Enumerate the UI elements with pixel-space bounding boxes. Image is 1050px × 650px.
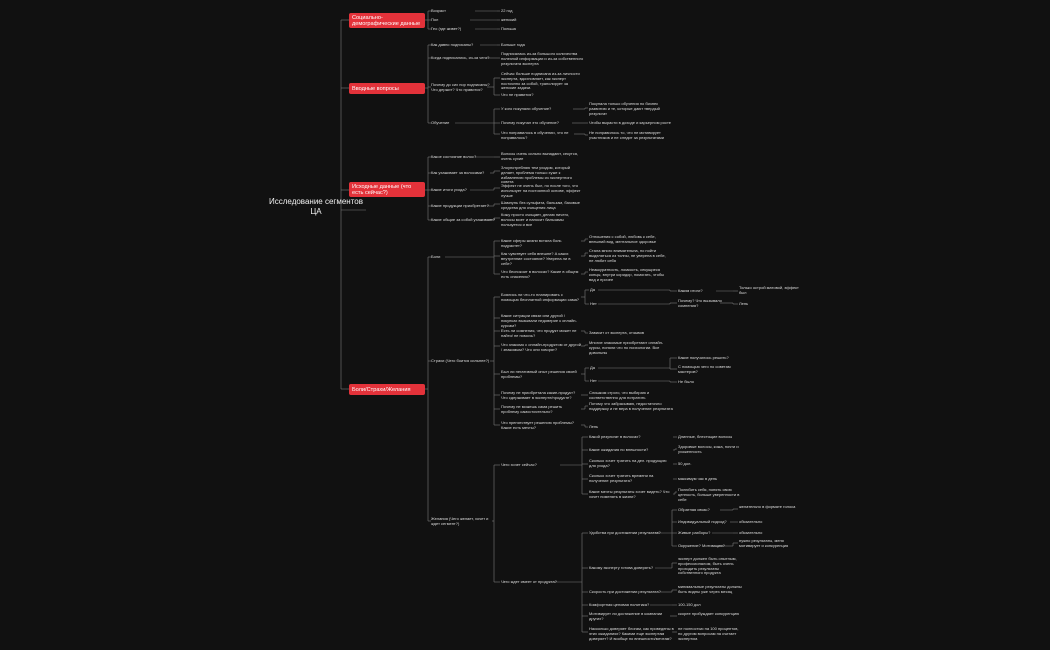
answer-others-motivation[interactable]: скорее пробуждает конкуренцию xyxy=(678,611,740,616)
root-topic[interactable]: Исследование сегментов ЦА xyxy=(269,197,363,216)
node-age[interactable]: Возраст xyxy=(431,8,446,13)
node-friends-opinion[interactable]: Что знакомо с онлайн-продуктом от другой / знакомым? Что они говорят? xyxy=(501,342,581,352)
node-live-reviews[interactable]: Живые разборы? xyxy=(678,530,711,535)
node-result-speed[interactable]: Скорость при достижении результата? xyxy=(589,589,661,594)
node-hair-care[interactable]: Как ухаживает за волосами? xyxy=(431,170,485,175)
answer-laziness-2[interactable]: Лень xyxy=(589,424,599,429)
node-hair-worries[interactable]: Что беспокоит в волосах? Какие в общем есть опасения? xyxy=(501,269,579,279)
node-product-doubts[interactable]: Есть ли сомнения, что продукт может не найти/ не помочь? xyxy=(501,328,577,338)
answer-budget[interactable]: 50 дол. xyxy=(678,461,692,466)
answer-why-not-alone[interactable]: Потому что забрасываю, недостаточно поддержку и не вера в получение результата xyxy=(589,401,673,411)
node-price-policy[interactable]: Комфортная ценовая политика? xyxy=(589,602,650,607)
node-wants-now[interactable]: Чего хочет сейчас? xyxy=(501,462,537,467)
node-geo[interactable]: Гео (где живет?) xyxy=(431,26,462,31)
node-fears[interactable]: Страхи (Чего боится сильнее?) xyxy=(431,358,490,363)
node-self-feeling[interactable]: Как чувствует себя внешне? А каких внутренние состояние? Уверена ли в себе? xyxy=(501,251,571,266)
node-expert-trust[interactable]: Какому эксперту готова доверять? xyxy=(589,565,654,570)
node-life-spheres[interactable]: Какие сферы жизни встала боль подрастет? xyxy=(501,238,562,248)
node-why-bought[interactable]: Почему покупал это обучение? xyxy=(501,120,559,125)
answer-dream-results[interactable]: Полюбить себя, понять свою ценность, больше уверенности в себе xyxy=(678,487,740,502)
answer-who-bought-from[interactable]: Покупала только обучения по бизнес развитию и те, которые дают твердый результат xyxy=(589,101,660,116)
answer-life-spheres[interactable]: Отношения с собой, любовь к себе, внешний вид, ментальное здоровье xyxy=(589,234,657,244)
answer-result-speed[interactable]: минимальные результаты должны быть видны уже через месяц xyxy=(678,584,742,594)
answer-hair-care[interactable]: Злоупотребляю тем уходом, который делает, проблема только хуже к избавлению проблемы из экспертного совета xyxy=(501,165,573,185)
answer-self-care[interactable]: Кожу просто очищает, делаю ничего, волосы моет и наносит бальзамы пользуется и все xyxy=(501,212,570,227)
branch-initial-data[interactable]: Исходные данные (что есть сейчас?) xyxy=(349,182,425,197)
node-who-bought-from[interactable]: У кого покупали обучение? xyxy=(501,106,552,111)
answer-gender[interactable]: женский xyxy=(501,17,517,22)
answer-products-bought[interactable]: Шампунь без сульфата, бальзам, базовые средства для очищения лица xyxy=(501,200,581,210)
node-others-motivation[interactable]: Мотивирует ли достижение в компании других? xyxy=(589,611,663,621)
answer-environment[interactable]: нужно результаты, меня мотивирует и конкуренция xyxy=(739,538,789,548)
node-time-spend[interactable]: Сколько хочет тратить времени на получение результата? xyxy=(589,473,654,483)
node-environment[interactable]: Окружение? Мотивация? xyxy=(678,543,725,548)
answer-liked-disliked[interactable]: Не понравилось то, что не мотивирует участников и не следит за результатами xyxy=(589,130,664,140)
node-individual-approach[interactable]: Индивидуальный подход? xyxy=(678,519,727,524)
node-gender[interactable]: Пол xyxy=(431,17,439,22)
answer-hair-worries[interactable]: Неаккуратность, ломкость, секущиеся концы, внутри коридор, помогать, чтобы вид и прочее xyxy=(589,267,665,282)
node-education[interactable]: Обучение xyxy=(431,120,450,125)
node-why-not-alone[interactable]: Почему не можешь сама решить проблему самостоятельно? xyxy=(501,404,563,414)
node-free-info-attempt[interactable]: Боялись ли что-то планировать с помощью бесплатной информации сама? xyxy=(501,292,580,302)
branch-intro-questions[interactable]: Вводные вопросы xyxy=(349,83,425,94)
option-yes-1[interactable]: Да xyxy=(590,287,595,292)
node-what-dislike[interactable]: Что не нравится? xyxy=(501,92,534,97)
node-how-solved[interactable]: Какие получилось решить? xyxy=(678,355,729,360)
answer-holding-back[interactable]: Слишком строго, что выбираю и соответственно для потратить xyxy=(589,390,650,400)
node-dream-results[interactable]: Какие мечты результаты хочет видеть? Что хочет поменять в жизни? xyxy=(589,489,670,499)
answer-appearance-expect[interactable]: Здоровые волосы, кожа, почти и ухоженность xyxy=(678,444,739,454)
node-why-doubts[interactable]: Почему? Что вызывало сомнения? xyxy=(678,298,722,308)
answer-self-feeling[interactable]: Стала много внимательна, но пойти выделяться из толпы, не уверена в себе, не любит себя xyxy=(589,248,666,263)
answer-individual-approach[interactable]: обязательно xyxy=(739,519,763,524)
option-no-1[interactable]: Нет xyxy=(590,301,597,306)
answer-feedback[interactable]: желательно в формате голоса xyxy=(739,504,796,509)
node-masters-advice[interactable]: С помощью чего по советам мастеров? xyxy=(678,364,731,374)
node-obstacles[interactable]: Что препятствует решению проблемы? Какие есть мечты? xyxy=(501,420,574,430)
node-appearance-expect[interactable]: Какие ожидания по внешности? xyxy=(589,447,649,452)
answer-care-results[interactable]: Эффект не очень был, но после того, что использует на постоянной основе, эффект лучше xyxy=(501,183,581,198)
answer-how-long-subscribed[interactable]: Больше года xyxy=(501,42,525,47)
node-hair-result[interactable]: Какой результат в волосах? xyxy=(589,434,641,439)
node-blog-trust[interactable]: Насколько доверяет блогам, как проведены в этих ожиданиях? Какими еще экспертам доверяет? И вообще по внешности/мечтам? xyxy=(589,626,674,641)
branch-pains-fears-desires[interactable]: Боли/Страхи/Желания xyxy=(349,384,425,395)
answer-why-still-subscribed[interactable]: Сейчас больше подписана из-за личности эксперта, вдохновляет, как эксперт постоянно за собой, транслирует за женские задачи. xyxy=(501,71,580,91)
node-holding-back[interactable]: Почему не приобретала какие-продукт? Что сдерживает в эксперте/продукте? xyxy=(501,390,576,400)
answer-age[interactable]: 22 год xyxy=(501,8,513,13)
node-hair-condition[interactable]: Какое состояние волос? xyxy=(431,154,477,159)
node-products-bought[interactable]: Какие продукции приобретает? xyxy=(431,203,489,208)
answer-no-experience[interactable]: Не было xyxy=(678,379,694,384)
node-care-results[interactable]: Какие итоги ухода? xyxy=(431,187,467,192)
node-feedback[interactable]: Обратная связь? xyxy=(678,507,710,512)
answer-geo[interactable]: Польша xyxy=(501,26,516,31)
node-liked-disliked[interactable]: Что понравилось в обучении, что не понравилось? xyxy=(501,130,569,140)
answer-price-policy[interactable]: 100-150 дол xyxy=(678,602,701,607)
node-budget[interactable]: Сколько хочет тратить на дел. продукцию для ухода? xyxy=(589,458,667,468)
answer-time-spend[interactable]: максимум час в день xyxy=(678,476,718,481)
node-pains[interactable]: Боли xyxy=(431,254,441,259)
node-why-subscribed[interactable]: Когда подписались, из-за чего? xyxy=(431,55,490,60)
answer-expert-trust[interactable]: эксперт должен быть опытным, профессионалом, быть очень проходить результаты собственного продукта xyxy=(678,556,737,576)
answer-why-bought[interactable]: Чтобы вырасти в доходе и карьерном росте xyxy=(589,120,672,125)
option-no-2[interactable]: Нет xyxy=(590,378,597,383)
node-what-results[interactable]: Каким итоги? xyxy=(678,288,703,293)
node-how-long-subscribed[interactable]: Как давно подписаны? xyxy=(431,42,474,47)
node-why-still-subscribed[interactable]: Почему до сих пор подписаны? Что держит? Что нравится? xyxy=(431,82,490,92)
answer-blog-trust[interactable]: не полностью на 100 процентов, по другим вопросам на считает экспертом. xyxy=(678,626,739,641)
answer-hair-result[interactable]: Длинные, блестящие волосы xyxy=(678,434,733,439)
answer-why-subscribed[interactable]: Подписалась из-за большого количества полезной информации и из-за собственного результата эксперта xyxy=(501,51,584,66)
node-negative-experience[interactable]: Был ли негативный опыт решения своей проблемы? xyxy=(501,369,577,379)
answer-hair-condition[interactable]: Волосы очень сильно выпадают, секутся, очень сухие xyxy=(501,151,578,161)
node-distrust-situations[interactable]: Какие ситуации связи или другой / покупках вызывали недоверие к онлайн-курсам? xyxy=(501,313,577,328)
answer-live-reviews[interactable]: обязательно xyxy=(739,530,763,535)
node-convenience[interactable]: Удобства при достижении результата? xyxy=(589,530,661,535)
branch-socio-demographic[interactable]: Социально-демографические данные xyxy=(349,13,425,28)
node-self-care[interactable]: Какие общие за собой ухаживает? xyxy=(431,217,496,222)
answer-product-doubts[interactable]: Зависит от эксперта, отзывов xyxy=(589,330,644,335)
node-desires[interactable]: Желания (Чего желает, хочет и ждет сегмент?) xyxy=(431,516,489,526)
answer-laziness-1[interactable]: Лень xyxy=(739,301,749,306)
option-yes-2[interactable]: Да xyxy=(590,365,595,370)
answer-friends-opinion[interactable]: Многие знакомые приобретают онлайн-курсы, поняли что по психологии. Все довольны xyxy=(589,340,664,355)
answer-matte-effect[interactable]: Только острой матовой, эффект был xyxy=(739,285,799,295)
node-product-expect[interactable]: Чего ждет имеет от продукта? xyxy=(501,579,557,584)
